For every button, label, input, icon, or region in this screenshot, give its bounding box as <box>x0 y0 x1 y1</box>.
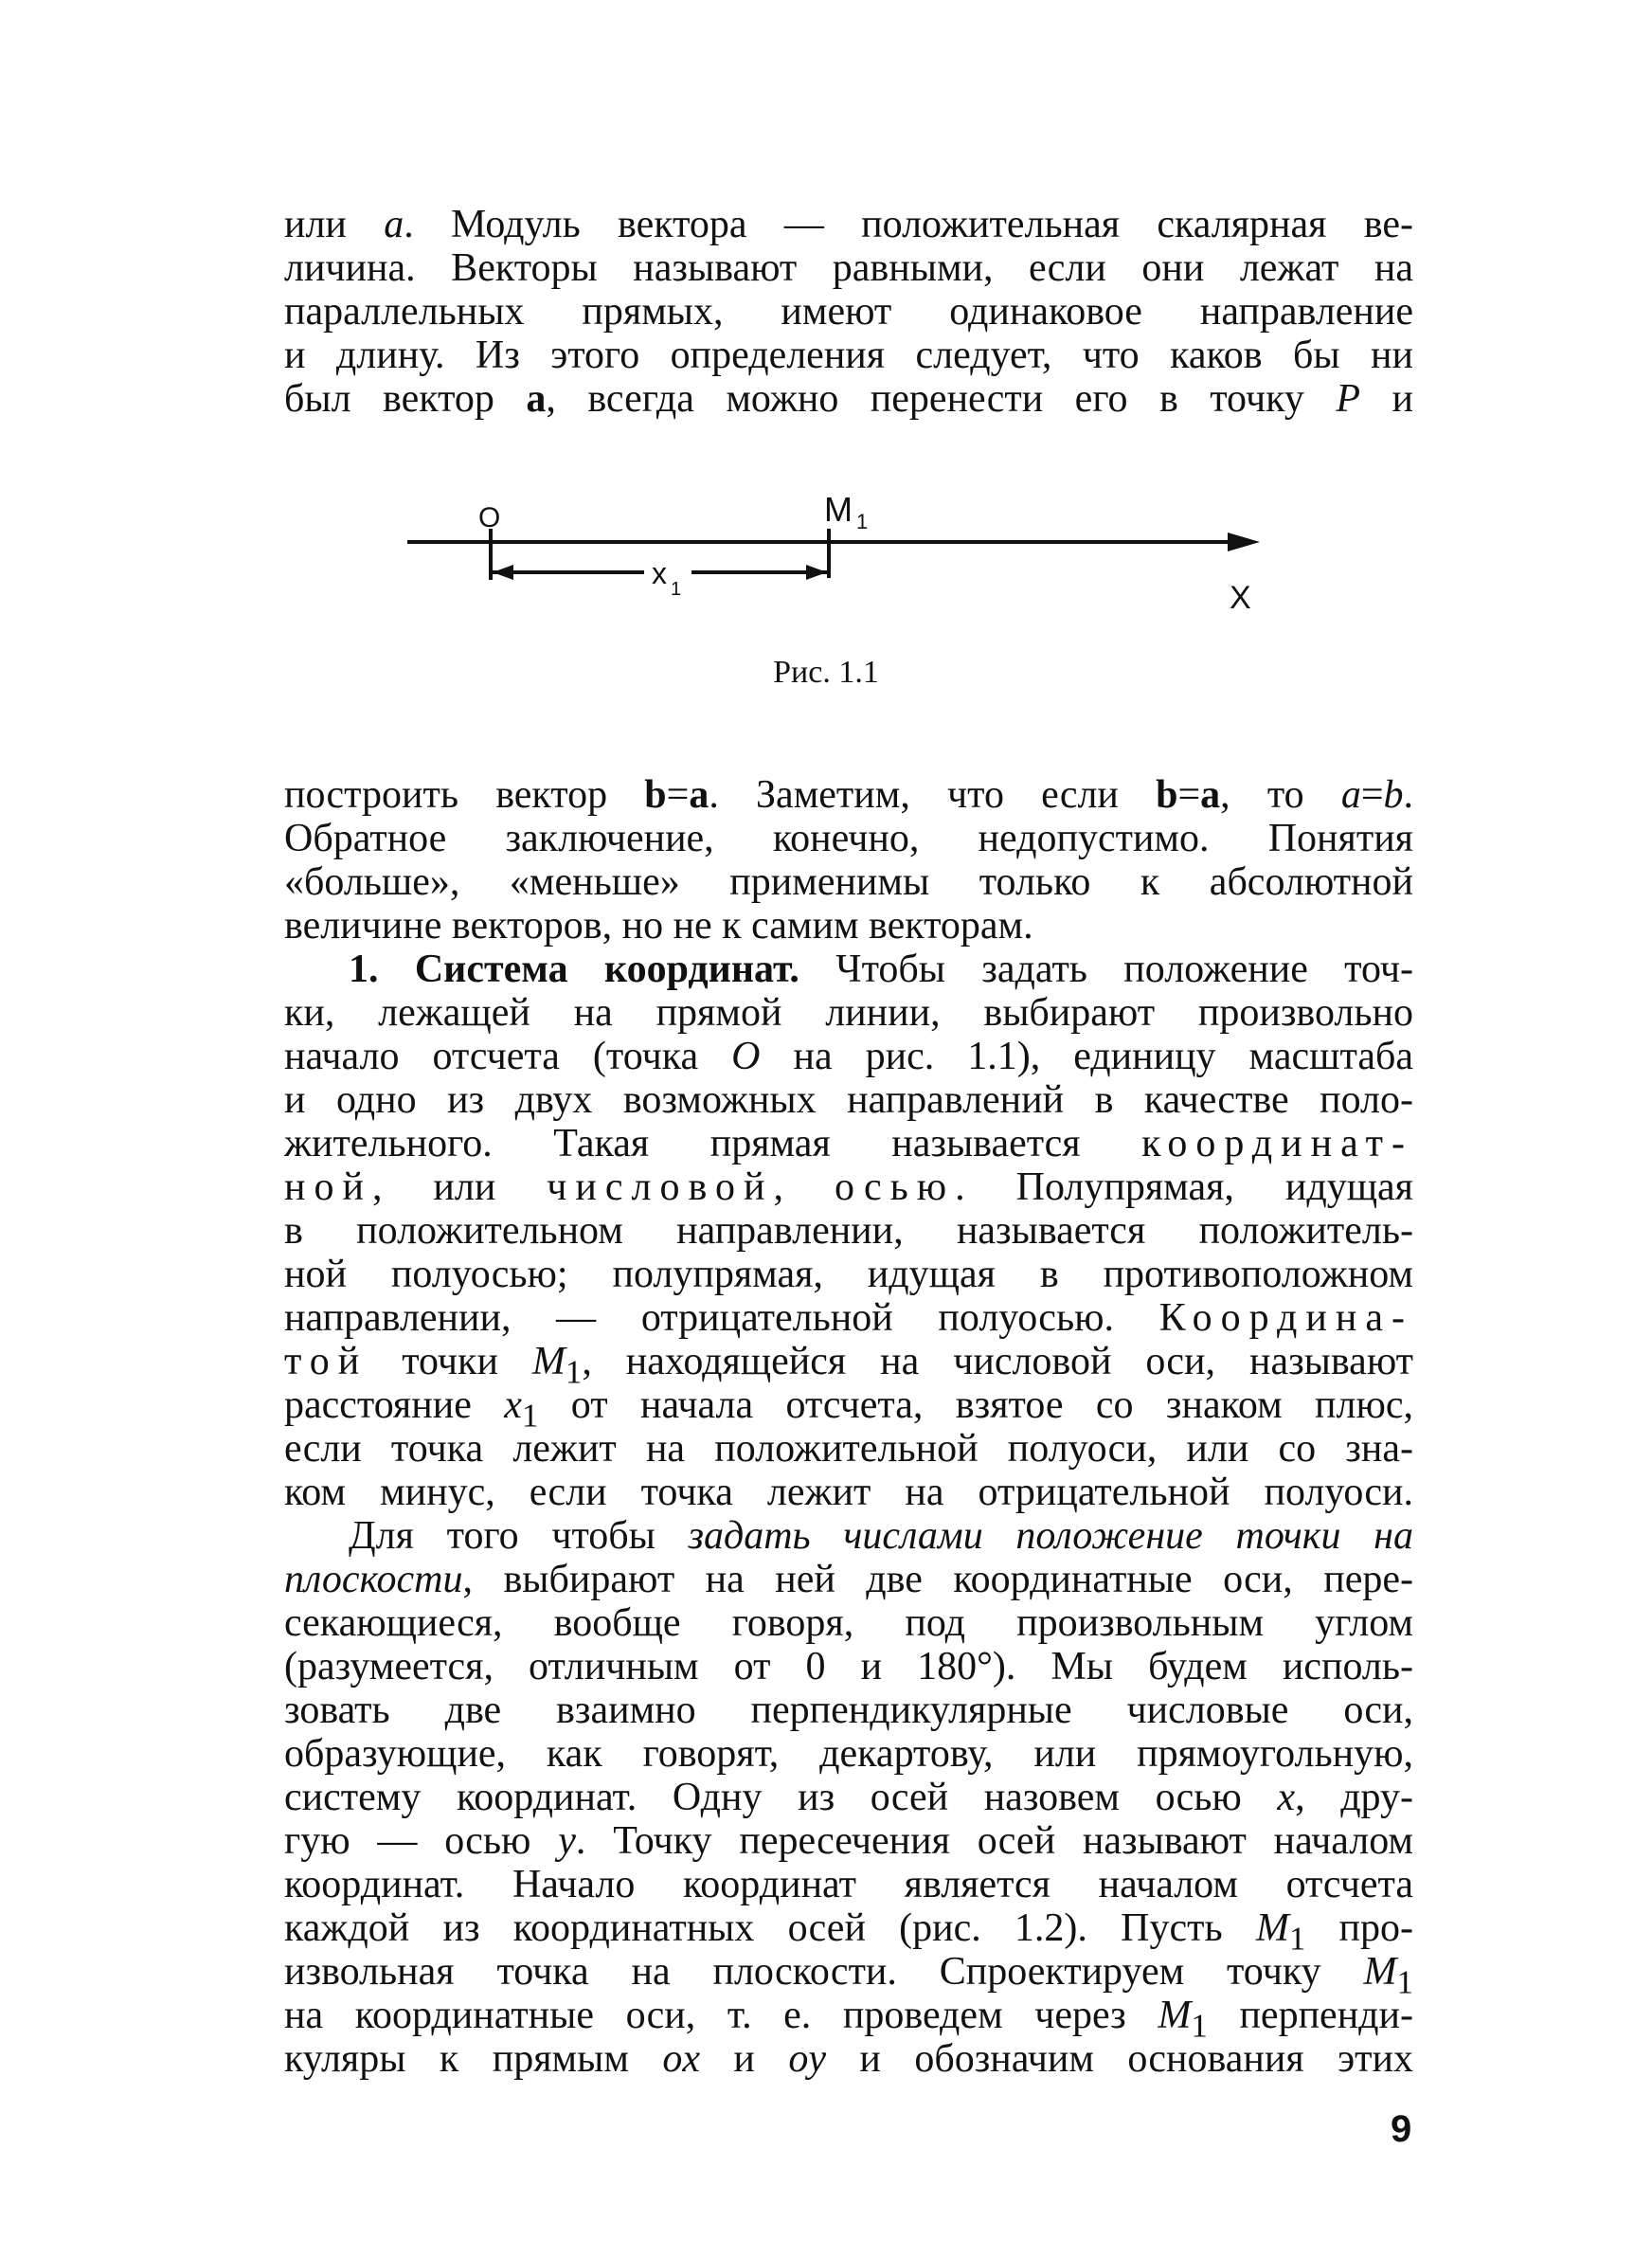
text-line: если точка лежит на положительной полуоси, или со зна- <box>284 1427 1413 1471</box>
text-line: каждой из координатных осей (рис. 1.2). Пусть $M_1$ про- <box>284 1906 1413 1958</box>
text-line: начало отсчета (точка O на рис. 1.1), единицу масштаба <box>284 1035 1413 1078</box>
inline-text: ox <box>662 2037 700 2081</box>
inline-text: 1 <box>1288 1920 1306 1958</box>
text-line: той точки $M_1$, находящейся на числовой оси, называют <box>284 1340 1413 1391</box>
inline-text: a <box>689 773 709 817</box>
text-line: был вектор a, всегда можно перенести его в точку P и <box>284 377 1413 421</box>
inline-text: a <box>1200 773 1221 817</box>
text-line: координат. Начало координат является началом отсчета <box>284 1863 1413 1906</box>
inline-text: 1 <box>565 1353 583 1391</box>
text-line: ной полуосью; полупрямая, идущая в противоположном <box>284 1253 1413 1296</box>
inline-text: b <box>644 773 667 817</box>
inline-text: a <box>526 377 547 421</box>
inline-text: координат- <box>1141 1122 1413 1165</box>
text-line: образующие, как говорят, декартову, или прямоугольную, <box>284 1732 1413 1776</box>
segment-arrow-right <box>806 565 827 580</box>
axis-arrowhead <box>1228 533 1260 551</box>
text-line: «больше», «меньше» применимы только к абсолютной <box>284 860 1413 904</box>
text-line: ной, или числовой, осью. Полупрямая, идущая <box>284 1165 1413 1209</box>
text-line: жительного. Такая прямая называется координат- <box>284 1122 1413 1165</box>
text-line: 1. Система координат. Чтобы задать положение точ- <box>349 948 1414 991</box>
inline-text: b <box>1383 773 1404 817</box>
inline-text: M <box>1255 1906 1289 1950</box>
text-line: построить вектор b=a. Заметим, что если b=a, то a=b. <box>284 773 1413 817</box>
text-line: расстояние $x_1$ от начала отсчета, взятое со знаком плюс, <box>284 1383 1413 1435</box>
text-line: ки, лежащей на прямой линии, выбирают произвольно <box>284 991 1413 1035</box>
text-line: плоскости, выбирают на ней две координатные оси, пере- <box>284 1558 1413 1601</box>
page-number: 9 <box>1391 2108 1412 2150</box>
inline-text: ной <box>284 1165 372 1209</box>
text-line: извольная точка на плоскости. Спроектируем точку $M_1$ <box>284 1950 1413 2001</box>
text-line: направлении, — отрицательной полуосью. Координа- <box>284 1296 1413 1340</box>
text-line: или a. Модуль вектора — положительная скалярная ве- <box>284 203 1413 246</box>
text-line: ком минус, если точка лежит на отрицательной полуоси. <box>284 1471 1413 1514</box>
text-line: (разумеется, отличным от 0 и 180°). Мы будем исполь- <box>284 1645 1413 1688</box>
inline-text: плоскости <box>284 1558 463 1601</box>
inline-text: b <box>1156 773 1178 817</box>
inline-text: P <box>1336 377 1361 421</box>
inline-text: 1 <box>521 1397 539 1435</box>
text-line: на координатные оси, т. е. проведем через $M_1$ перпенди- <box>284 1994 1414 2045</box>
segment-label: x <box>652 556 667 590</box>
text-line: параллельных прямых, имеют одинаковое направление <box>284 290 1413 334</box>
number-axis-figure <box>407 493 1288 635</box>
text-line: и одно из двух возможных направлений в качестве поло- <box>284 1078 1413 1122</box>
text-line: в положительном направлении, называется положитель- <box>284 1209 1413 1253</box>
inline-text: a <box>1340 773 1361 817</box>
inline-text: 1 <box>1191 2007 1208 2045</box>
axis-label: X <box>1230 580 1251 616</box>
text-line: личина. Векторы называют равными, если они лежат на <box>284 246 1413 290</box>
inline-text: O <box>731 1035 761 1078</box>
text-line: Обратное заключение, конечно, недопустимо. Понятия <box>284 817 1413 860</box>
inline-text: задать числами положение точки на <box>688 1514 1414 1558</box>
text-line: зовать две взаимно перпендикулярные числовые оси, <box>284 1688 1413 1732</box>
inline-text: oy <box>788 2037 826 2081</box>
inline-text: M <box>1363 1950 1397 1994</box>
inline-text: 1. Система координат. <box>349 948 799 991</box>
text-line: систему координат. Одну из осей назовем осью x, дру- <box>284 1776 1413 1819</box>
inline-text: 1 <box>1396 1963 1413 2001</box>
inline-text: числовой <box>547 1165 774 1209</box>
segment-label-index: 1 <box>671 579 682 600</box>
text-line: секающиеся, вообще говоря, под произвольным углом <box>284 1601 1413 1645</box>
inline-text: a <box>384 203 404 246</box>
text-line: куляры к прямым ox и oy и обозначим основания этих <box>284 2037 1413 2081</box>
text-line: гую — осью y. Точку пересечения осей называют началом <box>284 1819 1413 1863</box>
text-line: и длину. Из этого определения следует, что каков бы ни <box>284 334 1413 377</box>
figure-caption: Рис. 1.1 <box>773 655 879 690</box>
segment-arrow-left <box>493 565 513 580</box>
inline-text: M <box>531 1340 566 1383</box>
inline-text: Координа- <box>1158 1296 1413 1340</box>
origin-label: O <box>478 502 501 533</box>
text-line: величине векторов, но не к самим векторам. <box>284 904 1033 948</box>
text-line: Для того чтобы задать числами положение точки на <box>349 1514 1414 1558</box>
inline-text: осью <box>834 1165 956 1209</box>
point-label: M <box>824 493 853 529</box>
inline-text: x <box>504 1383 522 1427</box>
inline-text: y <box>558 1819 576 1863</box>
point-label-index: 1 <box>856 510 869 533</box>
inline-text: x <box>1277 1776 1296 1819</box>
inline-text: той <box>284 1340 368 1383</box>
inline-text: M <box>1158 1994 1192 2037</box>
